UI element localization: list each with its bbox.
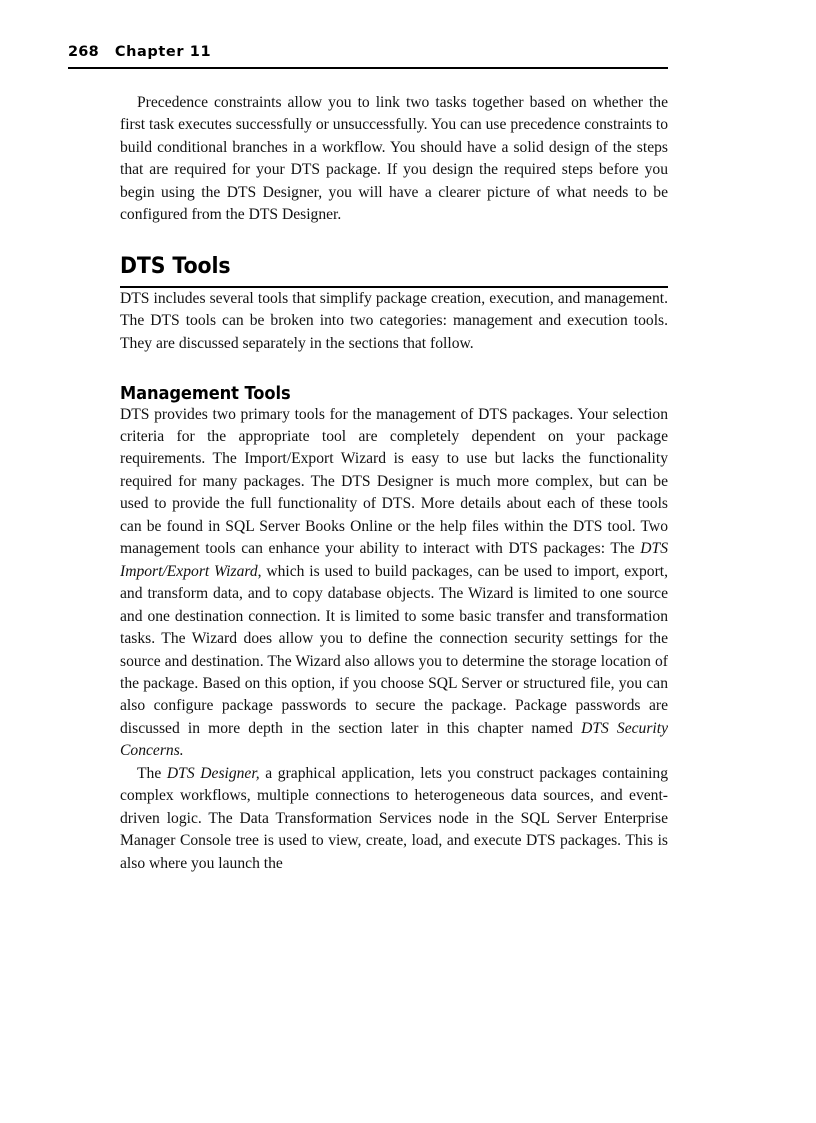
paragraph-precedence-constraints: Precedence constraints allow you to link two tasks together based on whether the first task executes successfully or unsuccessfully. You can use precedence constraints to build conditional branches in a workflow. You should have a solid design of the steps that are required for your DTS package. If you design the required steps before you begin using the DTS Designer, you will have a clearer picture of what needs to be configured from the DTS Designer.	[120, 94, 668, 224]
italic-title-dts-security-concerns: DTS Security Concerns.	[120, 719, 668, 760]
text-column	[120, 92, 668, 875]
running-head-rule	[68, 67, 668, 69]
paragraph-management-tools-overview	[120, 404, 668, 763]
section-heading-block	[120, 255, 668, 288]
paragraph-text-part: , which is used to build packages, can be used to import, export, and transform data, and to copy database objects. The Wizard is limited to one source and one destination connection. It is limited to some basic transfer and transformation tasks. The Wizard does allow you to define the connection security settings for the source and destination. The Wizard also allows you to determine the storage location of the package. Based on this option, if you choose SQL Server or structured file, you can also configure package passwords to secure the package. Package passwords are discussed in more depth in the section later in this chapter named	[120, 562, 668, 737]
paragraph-dts-designer	[120, 763, 668, 875]
paragraph-text-part: a graphical application, lets you construct packages containing complex workflows, multiple connections to heterogeneous data sources, and event-driven logic. The Data Transformation Services node in the SQL Server Enterprise Manager Console tree is used to view, create, load, and execute DTS packages. This is also where you launch the	[120, 764, 668, 872]
running-head	[68, 44, 668, 60]
chapter-label: Chapter 11	[114, 44, 212, 60]
subsection-title-management-tools: Management Tools	[120, 384, 291, 405]
italic-title-dts-designer: DTS Designer,	[166, 764, 260, 782]
section-title-dts-tools: DTS Tools	[120, 253, 231, 279]
paragraph-text-part: DTS provides two primary tools for the management of DTS packages. Your selection criteria for the appropriate tool are completely dependent on your package requirements. The Import/Export Wizard is easy to use but lacks the functionality required for many packages. The DTS Designer is much more complex, but can be used to provide the full functionality of DTS. More details about each of these tools can be found in SQL Server Books Online or the help files within the DTS tool. Two management tools can enhance your ability to interact with DTS packages: The	[120, 405, 668, 558]
paragraph-text-part: The	[137, 764, 167, 782]
paragraph-dts-tools-intro: DTS includes several tools that simplify package creation, execution, and management. The DTS tools can be broken into two categories: management and execution tools. They are discussed separately in the sections that follow.	[120, 289, 668, 352]
subsection-heading-block	[120, 385, 668, 403]
italic-title-import-export-wizard: DTS Import/Export Wizard	[120, 540, 668, 580]
page-number: 268	[68, 44, 99, 60]
